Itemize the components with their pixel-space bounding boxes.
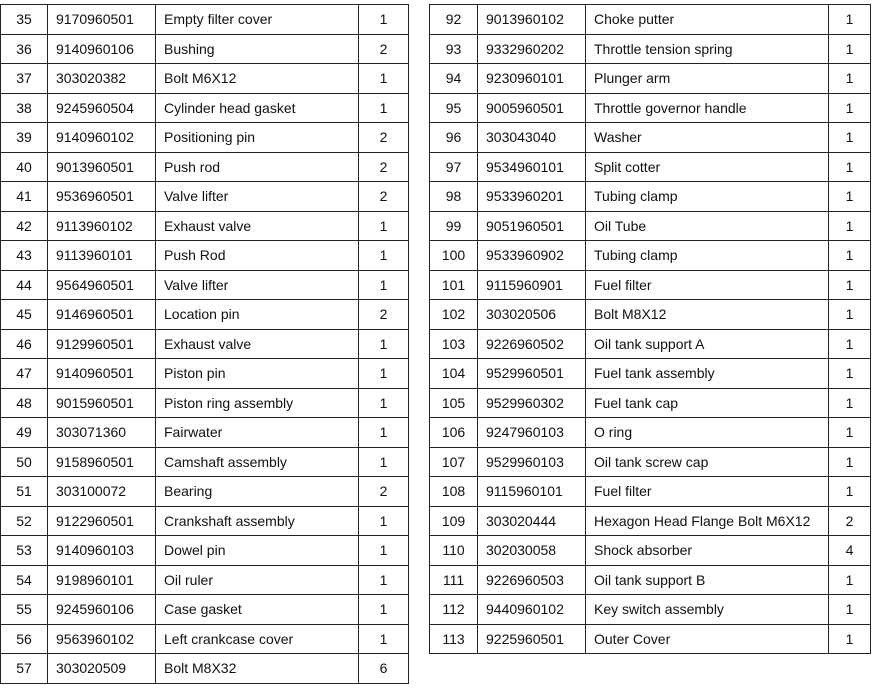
part-name-cell: Tubing clamp bbox=[586, 182, 829, 212]
part-name-cell: Crankshaft assembly bbox=[156, 506, 359, 536]
part-name-cell: Bolt M6X12 bbox=[156, 64, 359, 94]
part-quantity-cell: 2 bbox=[359, 300, 409, 330]
table-row bbox=[1, 5, 409, 35]
parts-table-left bbox=[0, 4, 409, 684]
part-code-cell: 9013960102 bbox=[478, 5, 586, 35]
part-name-cell: Key switch assembly bbox=[586, 595, 829, 625]
part-code-cell: 9146960501 bbox=[48, 300, 156, 330]
part-name-cell: Location pin bbox=[156, 300, 359, 330]
table-row bbox=[1, 152, 409, 182]
part-quantity-cell: 1 bbox=[829, 477, 871, 507]
part-code-cell: 9529960501 bbox=[478, 359, 586, 389]
part-quantity-cell: 1 bbox=[829, 270, 871, 300]
part-number-cell: 39 bbox=[1, 123, 48, 153]
part-name-cell: Oil ruler bbox=[156, 565, 359, 595]
part-number-cell: 92 bbox=[430, 5, 478, 35]
part-number-cell: 97 bbox=[430, 152, 478, 182]
part-code-cell: 9230960101 bbox=[478, 64, 586, 94]
part-number-cell: 108 bbox=[430, 477, 478, 507]
part-number-cell: 112 bbox=[430, 595, 478, 625]
part-name-cell: Push rod bbox=[156, 152, 359, 182]
part-number-cell: 96 bbox=[430, 123, 478, 153]
part-code-cell: 303020444 bbox=[478, 506, 586, 536]
table-row bbox=[1, 418, 409, 448]
part-name-cell: Left crankcase cover bbox=[156, 624, 359, 654]
part-name-cell: Oil tank support A bbox=[586, 329, 829, 359]
part-name-cell: Bolt M8X32 bbox=[156, 654, 359, 684]
table-row bbox=[1, 329, 409, 359]
table-row bbox=[1, 595, 409, 625]
part-quantity-cell: 6 bbox=[359, 654, 409, 684]
part-code-cell: 9226960503 bbox=[478, 565, 586, 595]
part-name-cell: Shock absorber bbox=[586, 536, 829, 566]
part-number-cell: 107 bbox=[430, 447, 478, 477]
table-row bbox=[1, 565, 409, 595]
part-quantity-cell: 1 bbox=[829, 565, 871, 595]
part-code-cell: 303020506 bbox=[478, 300, 586, 330]
part-number-cell: 99 bbox=[430, 211, 478, 241]
part-name-cell: Throttle governor handle bbox=[586, 93, 829, 123]
part-code-cell: 9115960101 bbox=[478, 477, 586, 507]
table-row bbox=[430, 64, 871, 94]
table-row bbox=[430, 5, 871, 35]
part-name-cell: Fuel tank assembly bbox=[586, 359, 829, 389]
part-code-cell: 9115960901 bbox=[478, 270, 586, 300]
part-code-cell: 303020509 bbox=[48, 654, 156, 684]
part-code-cell: 9140960501 bbox=[48, 359, 156, 389]
part-name-cell: Split cotter bbox=[586, 152, 829, 182]
part-number-cell: 48 bbox=[1, 388, 48, 418]
part-number-cell: 40 bbox=[1, 152, 48, 182]
part-number-cell: 103 bbox=[430, 329, 478, 359]
table-row bbox=[1, 506, 409, 536]
part-number-cell: 106 bbox=[430, 418, 478, 448]
part-quantity-cell: 1 bbox=[359, 565, 409, 595]
part-code-cell: 9013960501 bbox=[48, 152, 156, 182]
part-code-cell: 9226960502 bbox=[478, 329, 586, 359]
part-quantity-cell: 1 bbox=[359, 506, 409, 536]
part-name-cell: Oil tank support B bbox=[586, 565, 829, 595]
part-name-cell: Bushing bbox=[156, 34, 359, 64]
part-code-cell: 9140960103 bbox=[48, 536, 156, 566]
part-quantity-cell: 1 bbox=[359, 624, 409, 654]
part-quantity-cell: 2 bbox=[359, 34, 409, 64]
part-number-cell: 113 bbox=[430, 624, 478, 654]
part-quantity-cell: 1 bbox=[829, 123, 871, 153]
part-code-cell: 9170960501 bbox=[48, 5, 156, 35]
part-code-cell: 9529960302 bbox=[478, 388, 586, 418]
part-code-cell: 9015960501 bbox=[48, 388, 156, 418]
part-name-cell: Throttle tension spring bbox=[586, 34, 829, 64]
table-row bbox=[1, 211, 409, 241]
part-quantity-cell: 4 bbox=[829, 536, 871, 566]
part-name-cell: Oil tank screw cap bbox=[586, 447, 829, 477]
table-row bbox=[1, 93, 409, 123]
part-number-cell: 55 bbox=[1, 595, 48, 625]
part-name-cell: O ring bbox=[586, 418, 829, 448]
table-row bbox=[430, 241, 871, 271]
part-number-cell: 49 bbox=[1, 418, 48, 448]
part-quantity-cell: 1 bbox=[359, 595, 409, 625]
part-code-cell: 9158960501 bbox=[48, 447, 156, 477]
table-row bbox=[430, 624, 871, 654]
part-number-cell: 51 bbox=[1, 477, 48, 507]
part-number-cell: 52 bbox=[1, 506, 48, 536]
table-row bbox=[1, 624, 409, 654]
table-row bbox=[1, 300, 409, 330]
part-quantity-cell: 1 bbox=[829, 64, 871, 94]
part-code-cell: 9113960102 bbox=[48, 211, 156, 241]
part-name-cell: Plunger arm bbox=[586, 64, 829, 94]
part-quantity-cell: 1 bbox=[359, 536, 409, 566]
part-code-cell: 9247960103 bbox=[478, 418, 586, 448]
part-number-cell: 104 bbox=[430, 359, 478, 389]
part-quantity-cell: 1 bbox=[829, 241, 871, 271]
table-row bbox=[1, 182, 409, 212]
table-row bbox=[1, 64, 409, 94]
part-number-cell: 35 bbox=[1, 5, 48, 35]
part-number-cell: 41 bbox=[1, 182, 48, 212]
part-quantity-cell: 2 bbox=[359, 152, 409, 182]
part-number-cell: 53 bbox=[1, 536, 48, 566]
table-row bbox=[430, 211, 871, 241]
part-code-cell: 9129960501 bbox=[48, 329, 156, 359]
part-name-cell: Fairwater bbox=[156, 418, 359, 448]
part-quantity-cell: 1 bbox=[359, 359, 409, 389]
part-code-cell: 9332960202 bbox=[478, 34, 586, 64]
part-name-cell: Bearing bbox=[156, 477, 359, 507]
part-number-cell: 57 bbox=[1, 654, 48, 684]
part-name-cell: Oil Tube bbox=[586, 211, 829, 241]
part-code-cell: 9140960102 bbox=[48, 123, 156, 153]
part-number-cell: 54 bbox=[1, 565, 48, 595]
part-code-cell: 9533960902 bbox=[478, 241, 586, 271]
table-row bbox=[430, 477, 871, 507]
table-row bbox=[430, 536, 871, 566]
part-number-cell: 93 bbox=[430, 34, 478, 64]
table-row bbox=[430, 270, 871, 300]
table-row bbox=[430, 388, 871, 418]
table-row bbox=[1, 34, 409, 64]
part-quantity-cell: 1 bbox=[359, 64, 409, 94]
part-quantity-cell: 1 bbox=[359, 241, 409, 271]
part-code-cell: 9533960201 bbox=[478, 182, 586, 212]
part-quantity-cell: 1 bbox=[829, 34, 871, 64]
part-quantity-cell: 1 bbox=[359, 388, 409, 418]
part-quantity-cell: 1 bbox=[829, 211, 871, 241]
part-number-cell: 36 bbox=[1, 34, 48, 64]
part-code-cell: 9534960101 bbox=[478, 152, 586, 182]
table-row bbox=[430, 595, 871, 625]
table-row bbox=[430, 123, 871, 153]
part-number-cell: 50 bbox=[1, 447, 48, 477]
part-quantity-cell: 1 bbox=[829, 447, 871, 477]
part-number-cell: 111 bbox=[430, 565, 478, 595]
part-name-cell: Hexagon Head Flange Bolt M6X12 bbox=[586, 506, 829, 536]
table-row bbox=[430, 152, 871, 182]
part-quantity-cell: 1 bbox=[359, 329, 409, 359]
table-row bbox=[430, 300, 871, 330]
table-row bbox=[430, 506, 871, 536]
part-quantity-cell: 2 bbox=[359, 123, 409, 153]
part-name-cell: Fuel tank cap bbox=[586, 388, 829, 418]
part-number-cell: 45 bbox=[1, 300, 48, 330]
part-name-cell: Washer bbox=[586, 123, 829, 153]
part-name-cell: Case gasket bbox=[156, 595, 359, 625]
part-code-cell: 9536960501 bbox=[48, 182, 156, 212]
part-name-cell: Fuel filter bbox=[586, 270, 829, 300]
part-name-cell: Camshaft assembly bbox=[156, 447, 359, 477]
part-quantity-cell: 1 bbox=[359, 5, 409, 35]
table-row bbox=[1, 477, 409, 507]
part-number-cell: 100 bbox=[430, 241, 478, 271]
parts-table-right bbox=[429, 4, 871, 654]
part-number-cell: 37 bbox=[1, 64, 48, 94]
part-code-cell: 9225960501 bbox=[478, 624, 586, 654]
part-quantity-cell: 2 bbox=[359, 477, 409, 507]
part-quantity-cell: 1 bbox=[829, 182, 871, 212]
part-code-cell: 303043040 bbox=[478, 123, 586, 153]
part-number-cell: 38 bbox=[1, 93, 48, 123]
part-code-cell: 9113960101 bbox=[48, 241, 156, 271]
part-name-cell: Choke putter bbox=[586, 5, 829, 35]
part-code-cell: 9563960102 bbox=[48, 624, 156, 654]
part-code-cell: 9564960501 bbox=[48, 270, 156, 300]
part-number-cell: 95 bbox=[430, 93, 478, 123]
part-quantity-cell: 1 bbox=[829, 418, 871, 448]
part-quantity-cell: 1 bbox=[359, 211, 409, 241]
part-code-cell: 9529960103 bbox=[478, 447, 586, 477]
part-code-cell: 9440960102 bbox=[478, 595, 586, 625]
part-number-cell: 105 bbox=[430, 388, 478, 418]
part-quantity-cell: 2 bbox=[829, 506, 871, 536]
part-code-cell: 9005960501 bbox=[478, 93, 586, 123]
part-name-cell: Positioning pin bbox=[156, 123, 359, 153]
part-number-cell: 109 bbox=[430, 506, 478, 536]
part-name-cell: Empty filter cover bbox=[156, 5, 359, 35]
part-code-cell: 303100072 bbox=[48, 477, 156, 507]
part-code-cell: 9051960501 bbox=[478, 211, 586, 241]
part-quantity-cell: 1 bbox=[829, 93, 871, 123]
part-quantity-cell: 1 bbox=[829, 388, 871, 418]
part-name-cell: Valve lifter bbox=[156, 270, 359, 300]
part-quantity-cell: 1 bbox=[829, 359, 871, 389]
table-row bbox=[430, 418, 871, 448]
part-number-cell: 44 bbox=[1, 270, 48, 300]
part-name-cell: Dowel pin bbox=[156, 536, 359, 566]
table-row bbox=[1, 123, 409, 153]
part-number-cell: 98 bbox=[430, 182, 478, 212]
part-quantity-cell: 1 bbox=[829, 624, 871, 654]
part-number-cell: 56 bbox=[1, 624, 48, 654]
part-number-cell: 42 bbox=[1, 211, 48, 241]
table-row bbox=[1, 388, 409, 418]
table-row bbox=[1, 270, 409, 300]
part-name-cell: Cylinder head gasket bbox=[156, 93, 359, 123]
part-name-cell: Piston pin bbox=[156, 359, 359, 389]
table-row bbox=[430, 182, 871, 212]
parts-table-right-body bbox=[430, 5, 871, 654]
table-row bbox=[430, 329, 871, 359]
part-name-cell: Push Rod bbox=[156, 241, 359, 271]
part-quantity-cell: 1 bbox=[359, 270, 409, 300]
part-name-cell: Bolt M8X12 bbox=[586, 300, 829, 330]
part-number-cell: 94 bbox=[430, 64, 478, 94]
part-name-cell: Valve lifter bbox=[156, 182, 359, 212]
part-number-cell: 102 bbox=[430, 300, 478, 330]
part-code-cell: 303020382 bbox=[48, 64, 156, 94]
part-code-cell: 9245960106 bbox=[48, 595, 156, 625]
table-row bbox=[1, 359, 409, 389]
part-name-cell: Fuel filter bbox=[586, 477, 829, 507]
part-number-cell: 46 bbox=[1, 329, 48, 359]
part-quantity-cell: 2 bbox=[359, 182, 409, 212]
part-code-cell: 9198960101 bbox=[48, 565, 156, 595]
part-quantity-cell: 1 bbox=[359, 418, 409, 448]
part-quantity-cell: 1 bbox=[829, 5, 871, 35]
part-quantity-cell: 1 bbox=[829, 152, 871, 182]
part-number-cell: 43 bbox=[1, 241, 48, 271]
part-quantity-cell: 1 bbox=[829, 595, 871, 625]
part-name-cell: Exhaust valve bbox=[156, 211, 359, 241]
table-row bbox=[430, 93, 871, 123]
table-row bbox=[430, 447, 871, 477]
part-quantity-cell: 1 bbox=[829, 329, 871, 359]
part-code-cell: 9122960501 bbox=[48, 506, 156, 536]
part-number-cell: 47 bbox=[1, 359, 48, 389]
table-row bbox=[430, 359, 871, 389]
table-row bbox=[1, 447, 409, 477]
part-name-cell: Outer Cover bbox=[586, 624, 829, 654]
part-quantity-cell: 1 bbox=[829, 300, 871, 330]
part-code-cell: 303071360 bbox=[48, 418, 156, 448]
part-code-cell: 9245960504 bbox=[48, 93, 156, 123]
part-code-cell: 9140960106 bbox=[48, 34, 156, 64]
part-name-cell: Tubing clamp bbox=[586, 241, 829, 271]
part-quantity-cell: 1 bbox=[359, 447, 409, 477]
table-row bbox=[1, 536, 409, 566]
part-quantity-cell: 1 bbox=[359, 93, 409, 123]
part-number-cell: 110 bbox=[430, 536, 478, 566]
table-row bbox=[430, 34, 871, 64]
part-code-cell: 302030058 bbox=[478, 536, 586, 566]
parts-table-left-body bbox=[1, 5, 409, 684]
table-row bbox=[1, 654, 409, 684]
part-name-cell: Piston ring assembly bbox=[156, 388, 359, 418]
table-row bbox=[430, 565, 871, 595]
part-number-cell: 101 bbox=[430, 270, 478, 300]
table-row bbox=[1, 241, 409, 271]
part-name-cell: Exhaust valve bbox=[156, 329, 359, 359]
